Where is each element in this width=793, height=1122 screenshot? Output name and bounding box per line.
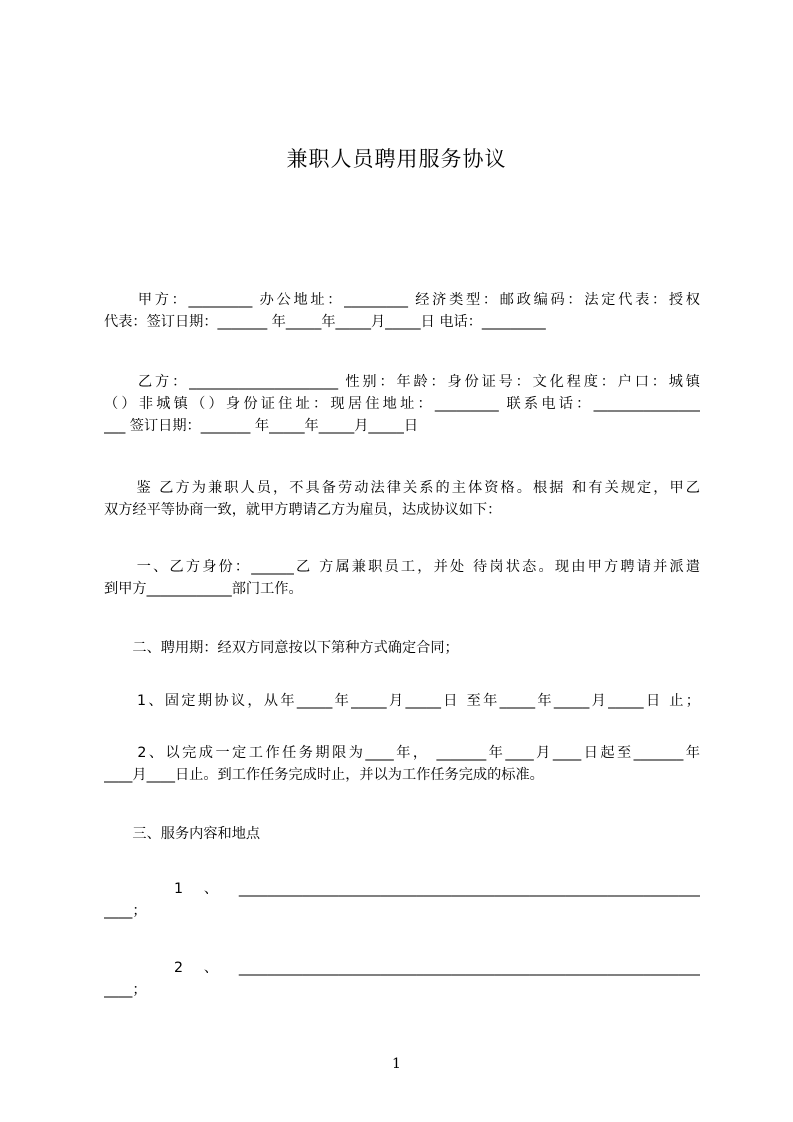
party-b-section	[104, 371, 700, 437]
party-a-line-1: 甲方：_________ 办公地址：_________ 经济类型：邮政编码：法定代表：授权	[104, 292, 700, 308]
page-number: 1	[392, 1056, 401, 1072]
clause-2-option-2-line-1: 2、以完成一定工作任务期限为____年， _______年____月____日起至_______年	[104, 745, 700, 761]
clause-2-option-1-text: 1、固定期协议，从年_____年_____月_____日 至年_____年_____月_____日 止；	[104, 693, 700, 709]
clause-3-item-2	[104, 957, 700, 1001]
clause-2-heading	[104, 637, 700, 659]
clause-3-heading-text: 三、服务内容和地点	[104, 826, 261, 842]
clause-1-line-2: 到甲方____________部门工作。	[104, 581, 303, 597]
preamble-line-2: 双方经平等协商一致，就甲方聘请乙方为雇员，达成协议如下：	[104, 502, 502, 518]
clause-3-item-1-line-1: 1、_________________________________________________________________	[104, 881, 700, 897]
clause-2-heading-text: 二、聘用期：经双方同意按以下第种方式确定合同；	[104, 640, 459, 656]
clause-2-option-2-line-2: ____月____日止。到工作任务完成时止，并以为工作任务完成的标准。	[104, 767, 544, 783]
clause-1-line-1: 一、乙方身份：______乙 方属兼职员工，并处 待岗状态。现由甲方聘请并派遣	[104, 559, 700, 575]
party-b-line-1: 乙方：_____________________ 性别：年龄：身份证号：文化程度：户口：城镇	[104, 374, 700, 390]
clause-3-item-2-line-2: ____；	[104, 982, 147, 998]
party-a-line-2: 代表：签订日期：_______ 年_____年_____月_____日 电话：_________	[104, 314, 546, 330]
clause-2-option-2	[104, 742, 700, 786]
preamble-line-1: 鉴 乙方为兼职人员，不具备劳动法律关系的主体资格。根据 和有关规定，甲乙	[104, 480, 700, 496]
clause-3-item-2-line-1: 2、_________________________________________________________________	[104, 960, 700, 976]
document-title: 兼职人员聘用服务协议	[286, 147, 507, 171]
party-a-section	[104, 289, 700, 333]
clause-1-section	[104, 556, 700, 600]
clause-3-item-1	[104, 878, 700, 922]
party-b-line-3: ___ 签订日期：_______ 年_____年_____月_____日	[104, 418, 419, 434]
clause-2-option-1	[104, 690, 700, 712]
clause-3-item-1-line-2: ____；	[104, 903, 147, 919]
party-b-line-2: （）非城镇（）身份证住址：现居住地址：_________ 联系电话：_______________	[104, 396, 700, 412]
preamble-section	[104, 477, 700, 521]
clause-3-heading	[104, 823, 700, 845]
